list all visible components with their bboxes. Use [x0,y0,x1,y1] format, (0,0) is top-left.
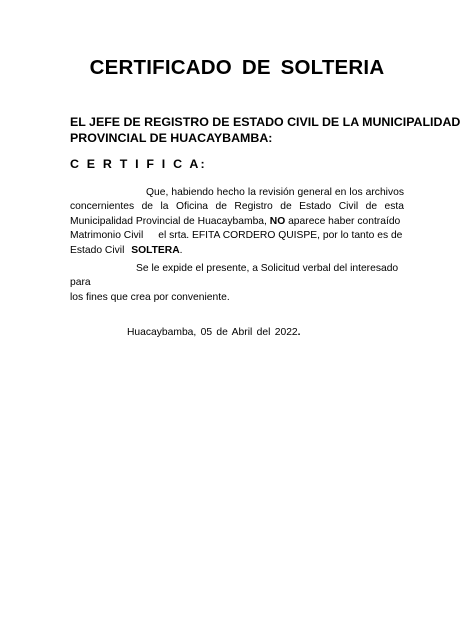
place-and-date [127,327,301,338]
place-and-date-text: Huacaybamba, 05 de Abril del 2022 [127,327,298,338]
body-line-4-text-b: el srta. EFITA CORDERO QUISPE, por lo tanto es de [158,230,403,242]
body-line-5 [70,244,404,258]
issuance-paragraph [70,262,404,305]
body-line-4 [70,229,404,243]
issuance-line-1: Se le expide el presente, a Solicitud verbal del interesado [136,263,399,274]
body-line-5-text-a: Estado Civil [70,244,128,256]
document-title: CERTIFICADO DE SOLTERIA [89,56,385,79]
issuer-heading-line-2: PROVINCIAL DE HUACAYBAMBA: [70,131,273,145]
negation-word: NO [269,215,286,227]
body-line-4-text-a: Matrimonio Civil [70,230,144,242]
body-line-2: concernientes de la Oficina de Registro de Estado Civil de esta [70,201,404,213]
place-and-date-period: . [297,327,301,338]
issuance-line-3: los fines que crea por conveniente. [70,291,230,303]
issuer-heading-line-1: EL JEFE DE REGISTRO DE ESTADO CIVIL DE LA MUNICIPALIDAD [70,115,461,129]
issuance-line-2: para [70,277,91,289]
body-line-3-text-b: aparece haber contraído [285,215,401,227]
certifica-label: C E R T I F I C A: [70,157,207,171]
issuer-heading [70,114,461,146]
body-line-3 [70,215,404,229]
civil-status-word: SOLTERA [131,244,180,256]
certification-body [70,186,404,258]
body-line-1: Que, habiendo hecho la revisión general en los archivos [146,187,404,198]
body-line-3-text-a: Municipalidad Provincial de Huacaybamba, [70,215,270,227]
body-line-5-text-b: . [179,244,183,256]
